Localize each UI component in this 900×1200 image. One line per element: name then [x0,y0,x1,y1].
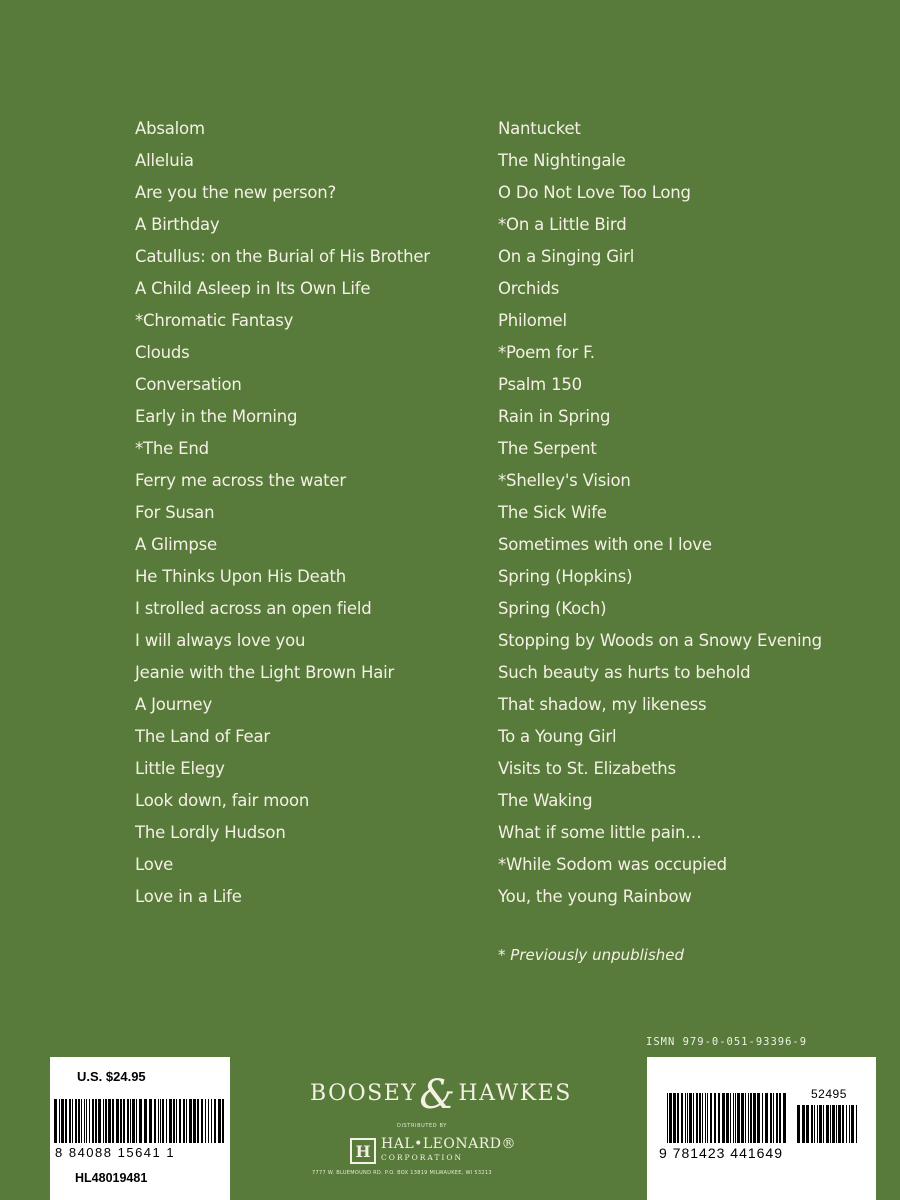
right-song-title: Psalm 150 [498,375,582,394]
barcode-gap [857,1105,858,1143]
left-song-title: Ferry me across the water [135,471,346,490]
right-song-title: *Poem for F. [498,343,595,362]
right-song-title: Sometimes with one I love [498,535,712,554]
left-song-title: Love in a Life [135,887,242,906]
left-song-title: A Birthday [135,215,220,234]
right-song-title: Orchids [498,279,560,298]
upc-barcode [54,1099,226,1143]
right-song-title: What if some little pain… [498,823,702,842]
price-label: U.S. $24.95 [77,1069,146,1084]
upc-digits: 8 84088 15641 1 [55,1145,176,1160]
hal-leonard-logo [350,1136,535,1166]
right-song-title: Such beauty as hurts to behold [498,663,751,682]
right-song-title: Nantucket [498,119,581,138]
upc-barcode-box [50,1057,230,1200]
right-song-title: The Sick Wife [498,503,607,522]
left-song-title: Love [135,855,174,874]
right-song-title: The Nightingale [498,151,626,170]
left-song-title: A Child Asleep in Its Own Life [135,279,371,298]
item-code: HL48019481 [75,1171,148,1185]
publisher-logo [310,1072,572,1118]
hal-leonard-name: HAL•LEONARD® [381,1136,516,1152]
left-song-title: *Chromatic Fantasy [135,311,294,330]
distributor-label: DISTRIBUTED BY [397,1123,447,1129]
publisher-name-left: BOOSEY [310,1081,418,1106]
left-song-title: He Thinks Upon His Death [135,567,347,586]
left-song-title: Clouds [135,343,190,362]
left-song-title: For Susan [135,503,215,522]
left-song-title: Absalom [135,119,205,138]
right-song-title: The Serpent [498,439,597,458]
isbn-barcode-box [647,1057,876,1200]
right-song-title: Stopping by Woods on a Snowy Evening [498,631,822,650]
footnote: * Previously unpublished [498,946,685,964]
right-song-title: Rain in Spring [498,407,611,426]
publisher-ampersand: & [419,1072,457,1118]
right-song-title: *On a Little Bird [498,215,627,234]
left-song-title: Look down, fair moon [135,791,310,810]
isbn-digits: 9 781423 441649 [659,1145,783,1161]
left-song-title: Early in the Morning [135,407,298,426]
right-song-title: You, the young Rainbow [498,887,692,906]
hal-leonard-sub: CORPORATION [381,1153,464,1162]
right-song-title: The Waking [498,791,593,810]
isbn-barcode [667,1093,789,1143]
hal-leonard-mark-icon: H [350,1138,376,1164]
song-list-right [498,114,822,914]
left-song-title: A Glimpse [135,535,217,554]
right-song-title: Philomel [498,311,567,330]
distributor-address: 7777 W. BLUEMOUND RD. P.O. BOX 13819 MILWAUKEE, WI 53213 [312,1170,492,1176]
left-song-title: Conversation [135,375,242,394]
right-song-title: Visits to St. Elizabeths [498,759,676,778]
publisher-name-right: HAWKES [458,1081,572,1106]
left-song-title: The Lordly Hudson [135,823,286,842]
left-song-title: I strolled across an open field [135,599,372,618]
left-song-title: Catullus: on the Burial of His Brother [135,247,430,266]
right-song-title: On a Singing Girl [498,247,635,266]
right-song-title: Spring (Koch) [498,599,607,618]
right-song-title: Spring (Hopkins) [498,567,633,586]
right-song-title: To a Young Girl [498,727,617,746]
isbn-addon-barcode [797,1105,861,1143]
right-song-title: *While Sodom was occupied [498,855,727,874]
song-list-left [135,114,430,914]
left-song-title: A Journey [135,695,213,714]
right-song-title: *Shelley's Vision [498,471,631,490]
left-song-title: *The End [135,439,209,458]
left-song-title: Little Elegy [135,759,225,778]
issn-number: ISMN 979-0-051-93396-9 [646,1036,808,1048]
left-song-title: I will always love you [135,631,306,650]
isbn-addon-digits: 52495 [811,1087,847,1101]
barcode-gap [786,1093,788,1143]
right-song-title: O Do Not Love Too Long [498,183,691,202]
right-song-title: That shadow, my likeness [498,695,707,714]
left-song-title: Alleluia [135,151,194,170]
barcode-gap [224,1099,225,1143]
left-song-title: Jeanie with the Light Brown Hair [135,663,395,682]
hal-leonard-wordmark [381,1138,516,1164]
left-song-title: The Land of Fear [135,727,270,746]
left-song-title: Are you the new person? [135,183,337,202]
